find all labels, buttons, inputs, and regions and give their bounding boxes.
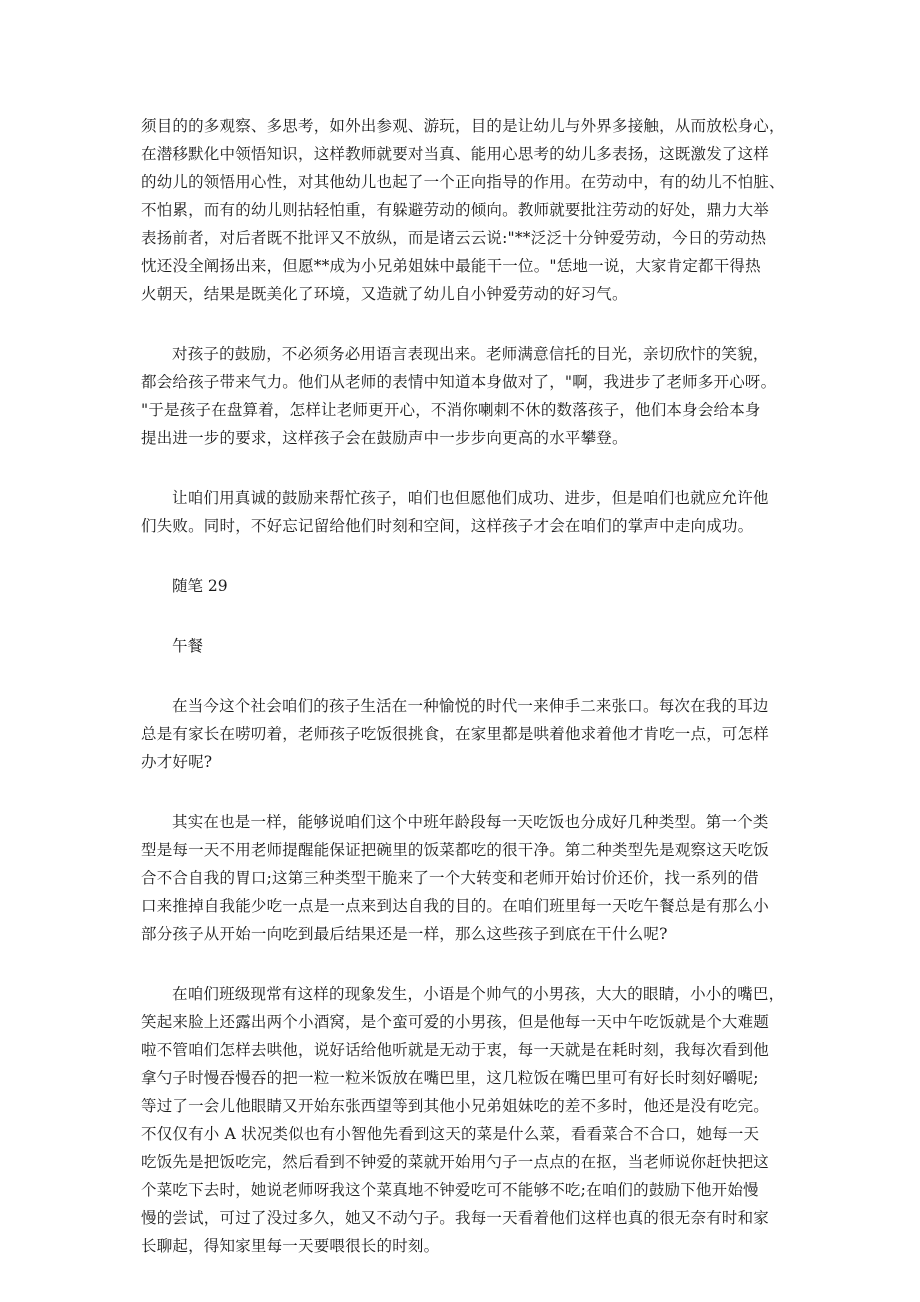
text-line: 须目的的多观察、多思考，如外出参观、游玩，目的是让幼儿与外界多接触，从而放松身心， <box>141 117 785 135</box>
text-line: 部分孩子从开始一向吃到最后结果还是一样，那么这些孩子到底在干什么呢? <box>141 925 668 943</box>
text-line: 总是有家长在唠叨着，老师孩子吃饭很挑食，在家里都是哄着他求着他才肯吃一点，可怎样 <box>141 725 770 743</box>
text-line: "于是孩子在盘算着，怎样让老师更开心，不消你喇刺不休的数落孩子，他们本身会给本身 <box>141 401 761 419</box>
paragraph <box>141 484 801 540</box>
text-line: 慢的尝试，可过了没过多久，她又不动勺子。我每一天看着他们这样也真的很无奈有时和家 <box>141 1209 770 1227</box>
text-line: 拿勺子时慢吞慢吞的把一粒一粒米饭放在嘴巴里，这几粒饭在嘴巴里可有好长时刻好嚼呢; <box>141 1069 759 1087</box>
paragraph <box>141 692 801 776</box>
text-line: 在咱们班级现常有这样的现象发生，小语是个帅气的小男孩，大大的眼睛，小小的嘴巴， <box>172 985 785 1003</box>
text-line: 在潜移默化中领悟知识，这样教师就要对当真、能用心思考的幼儿多表扬，这既激发了这样 <box>141 145 770 163</box>
text-line: 不怕累，而有的幼儿则拈轻怕重，有躲避劳动的倾向。教师就要批注劳动的好处，鼎力大举 <box>141 201 770 219</box>
document-page <box>141 112 801 1292</box>
section-number-heading: 随笔 29 <box>172 577 228 595</box>
text-line: 合不合自我的胃口;这第三种类型干脆来了一个大转变和老师开始讨价还价，找一系列的借 <box>141 869 759 887</box>
text-line: 办才好呢? <box>141 753 213 771</box>
paragraph <box>141 980 801 1260</box>
text-line: 长聊起，得知家里每一天要喂很长的时刻。 <box>141 1237 440 1255</box>
text-line: 忱还没全阐扬出来，但愿**成为小兄弟姐妹中最能干一位。"恁地一说，大家肯定都干得热 <box>141 257 761 275</box>
text-line: 吃饭先是把饭吃完，然后看到不钟爱的菜就开始用勺子一点点的在抠，当老师说你赶快把这 <box>141 1153 770 1171</box>
paragraph <box>141 808 801 948</box>
text-line: 型是每一天不用老师提醒能保证把碗里的饭菜都吃的很干净。第二种类型先是观察这天吃饭 <box>141 841 770 859</box>
text-line: 笑起来脸上还露出两个小酒窝，是个蛮可爱的小男孩，但是他每一天中午吃饭就是个大难题 <box>141 1013 770 1031</box>
text-line: 都会给孩子带来气力。他们从老师的表情中知道本身做对了，"啊，我进步了老师多开心呀。 <box>141 373 777 391</box>
text-line: 的幼儿的领悟用心性，对其他幼儿也起了一个正向指导的作用。在劳动中，有的幼儿不怕脏、 <box>141 173 785 191</box>
text-line: 口来推掉自我能少吃一点是一点来到达自我的目的。在咱们班里每一天吃午餐总是有那么小 <box>141 897 770 915</box>
text-line: 在当今这个社会咱们的孩子生活在一种愉悦的时代一来伸手二来张口。每次在我的耳边 <box>172 697 769 715</box>
text-line: 提出进一步的要求，这样孩子会在鼓励声中一步步向更高的水平攀登。 <box>141 429 628 447</box>
paragraph <box>141 340 801 452</box>
text-line: 其实在也是一样，能够说咱们这个中班年龄段每一天吃饭也分成好几种类型。第一个类 <box>172 813 769 831</box>
text-line: 个菜吃下去时，她说老师呀我这个菜真地不钟爱吃可不能够不吃;在咱们的鼓励下他开始慢 <box>141 1181 759 1199</box>
paragraph <box>141 112 801 308</box>
text-line: 不仅仅有小 A 状况类似也有小智他先看到这天的菜是什么菜，看看菜合不合口，她每一天 <box>141 1125 760 1143</box>
section-title-heading: 午餐 <box>172 637 204 655</box>
text-line: 等过了一会儿他眼睛又开始东张西望等到其他小兄弟姐妹吃的差不多时，他还是没有吃完。 <box>141 1097 770 1115</box>
text-line: 表扬前者，对后者既不批评又不放纵，而是诸云云说:"**泛泛十分钟爱劳动，今日的劳动热 <box>141 229 767 247</box>
text-line: 火朝天，结果是既美化了环境，又造就了幼儿自小钟爱劳动的好习气。 <box>141 285 628 303</box>
text-line: 让咱们用真诚的鼓励来帮忙孩子，咱们也但愿他们成功、进步，但是咱们也就应允许他 <box>172 489 769 507</box>
text-line: 们失败。同时，不好忘记留给他们时刻和空间，这样孩子才会在咱们的掌声中走向成功。 <box>141 517 754 535</box>
text-line: 对孩子的鼓励，不必须务必用语言表现出来。老师满意信托的目光，亲切欣忭的笑貌， <box>172 345 769 363</box>
text-line: 啦不管咱们怎样去哄他，说好话给他听就是无动于衷，每一天就是在耗时刻，我每次看到他 <box>141 1041 770 1059</box>
